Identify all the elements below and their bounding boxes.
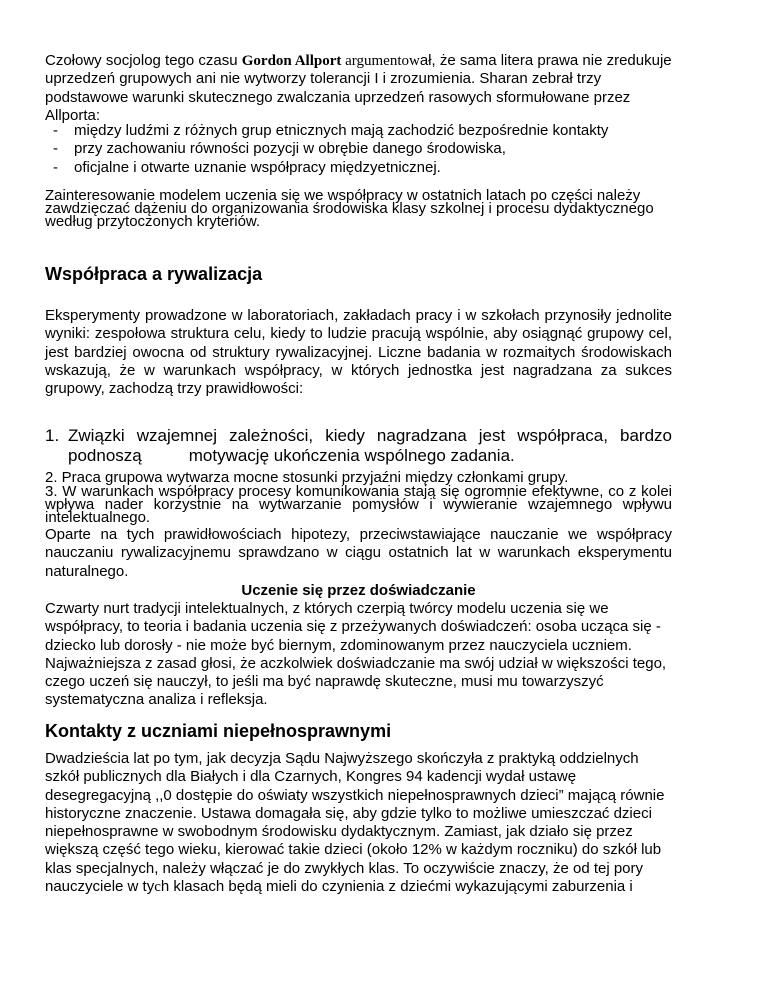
conditions-list [45, 122, 672, 177]
author-name: Gordon Allport [241, 53, 342, 69]
list-item: - przy zachowaniu równości pozycji w obrębie danego środowiska, [53, 140, 506, 158]
section-paragraph: Czwarty nurt tradycji intelektualnych, z których czerpią twórcy modelu uczenia się we współpracy, to teoria i badania uczenia się z przeżywanych doświadczeń: osoba ucząca się - dziecko lub dorosły - nie może być biernym, zdominowanym przez nauczyciela uczniem. Najważniejsza z zasad głosi, że aczkolwiek doświadczanie ma swój udział w większości tego, czego uczeń się nauczył, to jeśli ma być naprawdę skuteczne, musi mu towarzyszyć systematyczna analiza i refleksja. [45, 600, 667, 709]
numbered-item-2: 2. Praca grupowa wytwarza mocne stosunki przyjaźni między członkami grupy. [45, 469, 569, 486]
section-paragraph: Dwadzieścia lat po tym, jak decyzja Sądu Najwyższego skończyła z praktyką oddzielnych szkół publicznych dla Białych i dla Czarnych, Kongres 94 kadencji wydał ustawę desegregacyjną ,,0 dostępie do oświaty wszystkich niepełnosprawnych dzieci” mającą równie historyczne znaczenie. Ustawa domagała się, aby gdzie tylko to możliwe umieszczać dzieci niepełnosprawne w swobodnym środowisku dydaktycznym. Zamiast, jak działo się przez większą część tego wieku, kierować takie dzieci (około 12% w każdym roczniku) do szkół lub klas specjalnych, należy włączać je do zwykłych klas. To oczywiście znaczy, że od tej pory nauczyciele w tych klasach będą mieli do czynienia z dziećmi wykazującymi zaburzenia i [45, 750, 665, 896]
list-item: - między ludźmi z różnych grup etnicznych mają zachodzić bezpośrednie kontakty [53, 122, 609, 139]
numbered-item-1: 1. Związki wzajemnej zależności, kiedy nagradzana jest współpraca, bardzo podnoszą motywację ukończenia wspólnego zadania. [45, 426, 672, 465]
numbered-item-3: 3. W warunkach współpracy procesy komunikowania stają się ogromnie efektywne, co z kolei wpływa nader korzystnie na wytwarzanie pomysłów i wywieranie wzajemnego wpływu intelektualnego. [45, 483, 672, 526]
intro-paragraph: Czołowy socjolog tego czasu Gordon Allport argumentował, że sama litera prawa nie zredukuje uprzedzeń grupowych ani nie wytworzy tolerancji I i zrozumienia. Sharan zebrał trzy podstawowe warunki skutecznego zwalczania uprzedzeń rasowych sformułowane przez Allporta: [45, 52, 672, 124]
section-paragraph: Eksperymenty prowadzone w laboratoriach, zakładach pracy i w szkołach przynosiły jednolite wyniki: zespołowa struktura celu, kiedy to ludzie pracują wspólnie, aby osiągnąć grupowy cel, jest bardziej owocna od struktury rywalizacyjnej. Liczne badania w rozmaitych środowiskach wskazują, że w warunkach współpracy, w których jednostka jest nagradzana za sukces grupowy, zachodzą trzy prawidłowości: [45, 307, 672, 398]
section-heading-experience: Uczenie się przez doświadczanie [241, 582, 476, 599]
section-paragraph: Oparte na tych prawidłowościach hipotezy, przeciwstawiające nauczanie we współpracy nauczaniu rywalizacyjnemu sprawdzano w ciągu ostatnich lat w warunkach eksperymentu naturalnego. [45, 526, 672, 580]
intro-paragraph-2: Zainteresowanie modelem uczenia się we współpracy w ostatnich latach po części należy zawdzięczać dążeniu do organizowania środowiska klasy szkolnej i procesu dydaktycznego według przytoczonych kryteriów. [45, 187, 654, 230]
section-heading-disabilities: Kontakty z uczniami niepełnosprawnymi [45, 721, 392, 741]
list-item: - oficjalne i otwarte uznanie współpracy międzyetnicznej. [53, 158, 441, 176]
section-heading-cooperation: Współpraca a rywalizacja [45, 264, 263, 284]
